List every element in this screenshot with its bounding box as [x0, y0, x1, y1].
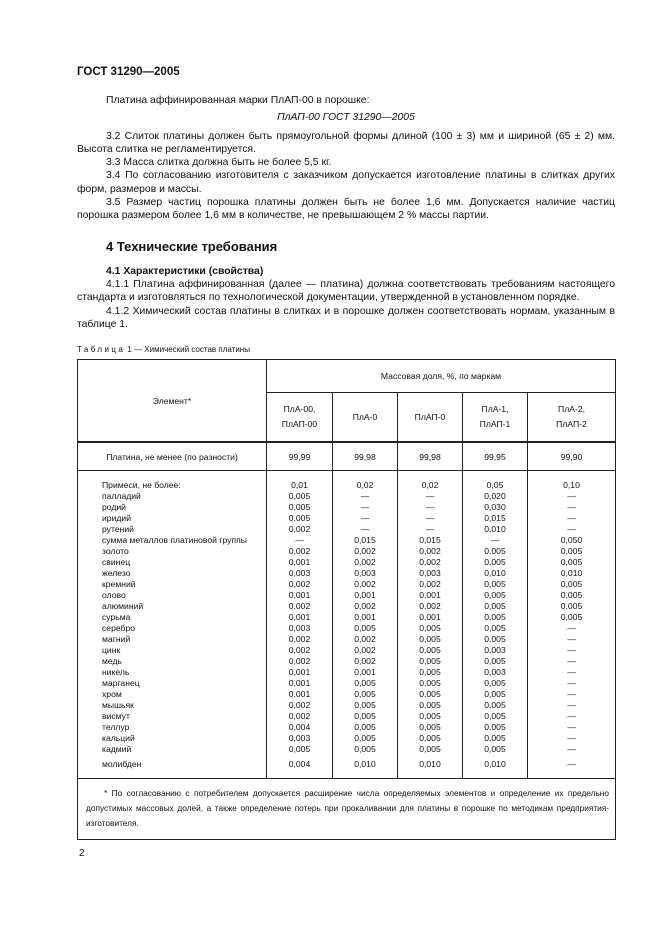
- table-row: [78, 733, 616, 744]
- cell-value: 0,050: [528, 535, 616, 546]
- cell-value: —: [528, 491, 616, 502]
- cell-value: 0,005: [333, 678, 398, 689]
- cell-value: 0,005: [398, 678, 463, 689]
- paragraph-3-2: 3.2 Слиток платины должен быть прямоугольной формы длиной (100 ± 3) мм и шириной (65 ± 2) мм. Высота слитка не регламентируется.: [77, 130, 615, 155]
- cell-value: 0,005: [463, 612, 528, 623]
- table-row: [78, 612, 616, 623]
- cell-value: 0,002: [333, 634, 398, 645]
- cell-value: 0,002: [267, 656, 333, 667]
- table-row: [78, 700, 616, 711]
- cell-value: 0,005: [267, 744, 333, 755]
- cell-value: 0,005: [463, 557, 528, 568]
- cell-element: никель: [78, 667, 267, 678]
- designation-example: ПлАП-00 ГОСТ 31290—2005: [277, 112, 415, 124]
- cell-value: 0,005: [463, 623, 528, 634]
- cell-value: 0,010: [463, 524, 528, 535]
- cell-value: 0,001: [267, 557, 333, 568]
- cell-value: 0,005: [463, 711, 528, 722]
- cell-value: —: [528, 755, 616, 779]
- cell-value: —: [333, 524, 398, 535]
- cell-value: 0,005: [333, 744, 398, 755]
- cell-element: Платина, не менее (по разности): [78, 442, 267, 471]
- cell-value: 0,001: [333, 667, 398, 678]
- cell-value: 0,001: [267, 590, 333, 601]
- cell-element: цинк: [78, 645, 267, 656]
- table-row: [78, 546, 616, 557]
- table-header-row: [78, 360, 616, 393]
- cell-element: золото: [78, 546, 267, 557]
- table-row: [78, 634, 616, 645]
- cell-value: 0,001: [333, 612, 398, 623]
- cell-element: олово: [78, 590, 267, 601]
- cell-value: 0,005: [528, 612, 616, 623]
- cell-value: 0,002: [398, 579, 463, 590]
- cell-value: 0,005: [528, 590, 616, 601]
- cell-value: 0,005: [398, 656, 463, 667]
- table-row: [78, 645, 616, 656]
- chemical-composition-table: [77, 359, 616, 840]
- cell-element: алюминий: [78, 601, 267, 612]
- table-row: [78, 524, 616, 535]
- header-grade: ПлА-0: [333, 393, 398, 443]
- cell-value: 0,005: [333, 722, 398, 733]
- cell-value: 0,002: [398, 557, 463, 568]
- cell-value: 0,002: [267, 645, 333, 656]
- table-row: [78, 623, 616, 634]
- header-mass-fraction: Массовая доля, %, по маркам: [267, 360, 616, 393]
- cell-value: 0,003: [267, 568, 333, 579]
- cell-element: сумма металлов платиновой группы: [78, 535, 267, 546]
- cell-value: —: [528, 722, 616, 733]
- table-row: [78, 579, 616, 590]
- cell-value: 0,003: [267, 623, 333, 634]
- cell-value: 0,010: [463, 568, 528, 579]
- cell-value: 0,015: [333, 535, 398, 546]
- cell-value: 0,020: [463, 491, 528, 502]
- cell-value: 0,005: [333, 623, 398, 634]
- document-header: ГОСТ 31290—2005: [77, 66, 180, 78]
- paragraph-4-1-2: 4.1.2 Химический состав платины в слитках и в порошке должен соответствовать нормам, указанным в таблице 1.: [77, 305, 615, 330]
- cell-value: —: [528, 634, 616, 645]
- cell-value: 0,005: [398, 689, 463, 700]
- table-row: [78, 656, 616, 667]
- cell-value: 0,005: [463, 744, 528, 755]
- cell-value: 0,005: [398, 733, 463, 744]
- cell-value: 0,015: [398, 535, 463, 546]
- cell-value: —: [528, 711, 616, 722]
- cell-value: 0,005: [463, 546, 528, 557]
- cell-value: 0,005: [333, 700, 398, 711]
- header-grade: ПлА-00, ПлАП-00: [267, 393, 333, 443]
- table-row: [78, 513, 616, 524]
- cell-value: 0,002: [267, 711, 333, 722]
- cell-value: 0,005: [463, 601, 528, 612]
- cell-value: 0,002: [333, 601, 398, 612]
- table-row: [78, 678, 616, 689]
- cell-value: 0,002: [398, 546, 463, 557]
- cell-element: марганец: [78, 678, 267, 689]
- cell-value: 0,005: [398, 645, 463, 656]
- cell-element: серебро: [78, 623, 267, 634]
- cell-value: —: [333, 502, 398, 513]
- cell-value: 0,005: [528, 557, 616, 568]
- cell-value: 0,010: [333, 755, 398, 779]
- cell-element: иридий: [78, 513, 267, 524]
- cell-value: 0,001: [333, 590, 398, 601]
- cell-value: 0,005: [398, 623, 463, 634]
- cell-value: 0,005: [267, 513, 333, 524]
- cell-element: родий: [78, 502, 267, 513]
- cell-value: 0,001: [398, 590, 463, 601]
- cell-value: 0,002: [398, 601, 463, 612]
- table-row: [78, 689, 616, 700]
- cell-value: 0,005: [528, 546, 616, 557]
- cell-value: 0,005: [333, 689, 398, 700]
- cell-value: —: [528, 678, 616, 689]
- cell-value: 0,005: [463, 700, 528, 711]
- cell-value: 0,005: [398, 744, 463, 755]
- table-row-platinum: [78, 442, 616, 471]
- table-footnote: * По согласованию с потребителем допускается расширение числа определяемых элементов и определение их предельно допустимых массовых долей, а также определение потерь при прокаливании для платины в порошке по методикам предприятия-изготовителя.: [78, 779, 616, 840]
- header-grade: ПлАП-0: [398, 393, 463, 443]
- cell-value: 0,002: [267, 700, 333, 711]
- cell-value: 0,10: [528, 471, 616, 492]
- cell-element: палладий: [78, 491, 267, 502]
- cell-value: 0,005: [267, 502, 333, 513]
- cell-value: 0,002: [267, 601, 333, 612]
- cell-value: 0,002: [267, 579, 333, 590]
- cell-value: —: [528, 656, 616, 667]
- cell-value: —: [398, 502, 463, 513]
- cell-value: 0,003: [463, 667, 528, 678]
- table-footnote-row: [78, 779, 616, 840]
- cell-value: 99,99: [267, 442, 333, 471]
- cell-value: 0,005: [333, 711, 398, 722]
- cell-element: свинец: [78, 557, 267, 568]
- cell-value: 0,01: [267, 471, 333, 492]
- header-element: Элемент*: [78, 360, 267, 443]
- cell-value: 0,002: [333, 579, 398, 590]
- cell-element: теллур: [78, 722, 267, 733]
- table-row: [78, 667, 616, 678]
- cell-element: висмут: [78, 711, 267, 722]
- cell-value: 0,004: [267, 755, 333, 779]
- cell-element: мышьяк: [78, 700, 267, 711]
- cell-value: 99,90: [528, 442, 616, 471]
- cell-value: —: [267, 535, 333, 546]
- cell-value: —: [333, 513, 398, 524]
- table-row: [78, 590, 616, 601]
- cell-value: 0,001: [398, 612, 463, 623]
- cell-value: 0,005: [398, 711, 463, 722]
- cell-value: 0,005: [463, 656, 528, 667]
- cell-value: 0,002: [333, 656, 398, 667]
- page-number: 2: [79, 848, 85, 859]
- section-heading: 4 Технические требования: [106, 238, 278, 254]
- cell-value: —: [398, 524, 463, 535]
- cell-value: —: [528, 513, 616, 524]
- cell-value: 0,002: [267, 546, 333, 557]
- header-grade: ПлА-2, ПлАП-2: [528, 393, 616, 443]
- table-row: [78, 755, 616, 779]
- paragraph-3-3: 3.3 Масса слитка должна быть не более 5,5 кг.: [106, 157, 332, 169]
- table-row: [78, 535, 616, 546]
- cell-element: медь: [78, 656, 267, 667]
- cell-element: магний: [78, 634, 267, 645]
- table-caption: [77, 345, 615, 354]
- cell-element: молибден: [78, 755, 267, 779]
- cell-value: 99,98: [333, 442, 398, 471]
- cell-value: —: [528, 733, 616, 744]
- cell-value: 0,005: [463, 590, 528, 601]
- table-row: [78, 557, 616, 568]
- cell-element: кремний: [78, 579, 267, 590]
- cell-value: 0,005: [463, 689, 528, 700]
- cell-value: 0,02: [398, 471, 463, 492]
- cell-value: —: [528, 667, 616, 678]
- cell-value: 0,001: [267, 612, 333, 623]
- cell-value: —: [528, 645, 616, 656]
- cell-value: 0,005: [398, 722, 463, 733]
- table-row: [78, 471, 616, 492]
- cell-value: 0,02: [333, 471, 398, 492]
- cell-value: 0,002: [267, 634, 333, 645]
- cell-element: кальций: [78, 733, 267, 744]
- cell-element: рутений: [78, 524, 267, 535]
- cell-value: —: [398, 491, 463, 502]
- cell-element: сурьма: [78, 612, 267, 623]
- cell-value: 0,005: [463, 722, 528, 733]
- table-caption-word: Таблица: [77, 345, 126, 355]
- cell-value: —: [528, 623, 616, 634]
- cell-value: 0,005: [528, 579, 616, 590]
- table-row: [78, 722, 616, 733]
- cell-value: 0,005: [463, 733, 528, 744]
- table-row: [78, 502, 616, 513]
- document-page: [77, 66, 615, 840]
- table-row: [78, 601, 616, 612]
- cell-value: 99,95: [463, 442, 528, 471]
- table-row: [78, 491, 616, 502]
- cell-value: 0,010: [398, 755, 463, 779]
- cell-value: —: [398, 513, 463, 524]
- cell-value: 0,005: [267, 491, 333, 502]
- cell-value: —: [528, 700, 616, 711]
- cell-value: 0,001: [267, 678, 333, 689]
- cell-value: 0,003: [463, 645, 528, 656]
- paragraph-intro: Платина аффинированная марки ПлАП-00 в порошке:: [106, 95, 370, 106]
- table-row: [78, 744, 616, 755]
- cell-value: 0,002: [333, 546, 398, 557]
- cell-value: 0,005: [398, 700, 463, 711]
- subsection-heading: 4.1 Характеристики (свойства): [106, 265, 264, 277]
- cell-value: 0,005: [463, 634, 528, 645]
- cell-value: 0,010: [528, 568, 616, 579]
- cell-value: 0,003: [267, 733, 333, 744]
- cell-value: 0,005: [398, 667, 463, 678]
- paragraph-3-4: 3.4 По согласованию изготовителя с заказчиком допускается изготовление платины в слитках других форм, размеров и массы.: [77, 170, 615, 195]
- cell-value: —: [528, 524, 616, 535]
- cell-value: 0,015: [463, 513, 528, 524]
- cell-value: 0,001: [267, 667, 333, 678]
- table-caption-text: 1 — Химический состав платины: [125, 345, 250, 355]
- cell-value: 0,002: [333, 557, 398, 568]
- cell-element: кадмий: [78, 744, 267, 755]
- cell-value: —: [528, 744, 616, 755]
- paragraph-4-1-1: 4.1.1 Платина аффинированная (далее — платина) должна соответствовать требованиям настоящего стандарта и изготовляться по технологической документации, утвержденной в установленном порядке.: [77, 278, 615, 304]
- table-row: [78, 711, 616, 722]
- cell-value: 0,05: [463, 471, 528, 492]
- cell-value: 99,98: [398, 442, 463, 471]
- header-grade: ПлА-1, ПлАП-1: [463, 393, 528, 443]
- cell-value: —: [528, 502, 616, 513]
- table-row: [78, 568, 616, 579]
- cell-value: 0,005: [528, 601, 616, 612]
- cell-value: 0,005: [398, 634, 463, 645]
- cell-value: 0,005: [463, 579, 528, 590]
- cell-value: 0,004: [267, 722, 333, 733]
- cell-value: —: [333, 491, 398, 502]
- cell-value: 0,003: [398, 568, 463, 579]
- cell-element: хром: [78, 689, 267, 700]
- paragraph-3-5: 3.5 Размер частиц порошка платины должен быть не более 1,6 мм. Допускается наличие частиц порошка размером более 1,6 мм в количестве, не превышающем 2 % массы партии.: [77, 197, 615, 222]
- cell-value: 0,003: [333, 568, 398, 579]
- cell-value: 0,010: [463, 755, 528, 779]
- cell-element: железо: [78, 568, 267, 579]
- cell-value: 0,030: [463, 502, 528, 513]
- cell-element: Примеси, не более:: [78, 471, 267, 492]
- cell-value: 0,005: [463, 678, 528, 689]
- cell-value: 0,005: [333, 733, 398, 744]
- cell-value: —: [463, 535, 528, 546]
- cell-value: 0,001: [267, 689, 333, 700]
- cell-value: 0,002: [333, 645, 398, 656]
- cell-value: 0,002: [267, 524, 333, 535]
- cell-value: —: [528, 689, 616, 700]
